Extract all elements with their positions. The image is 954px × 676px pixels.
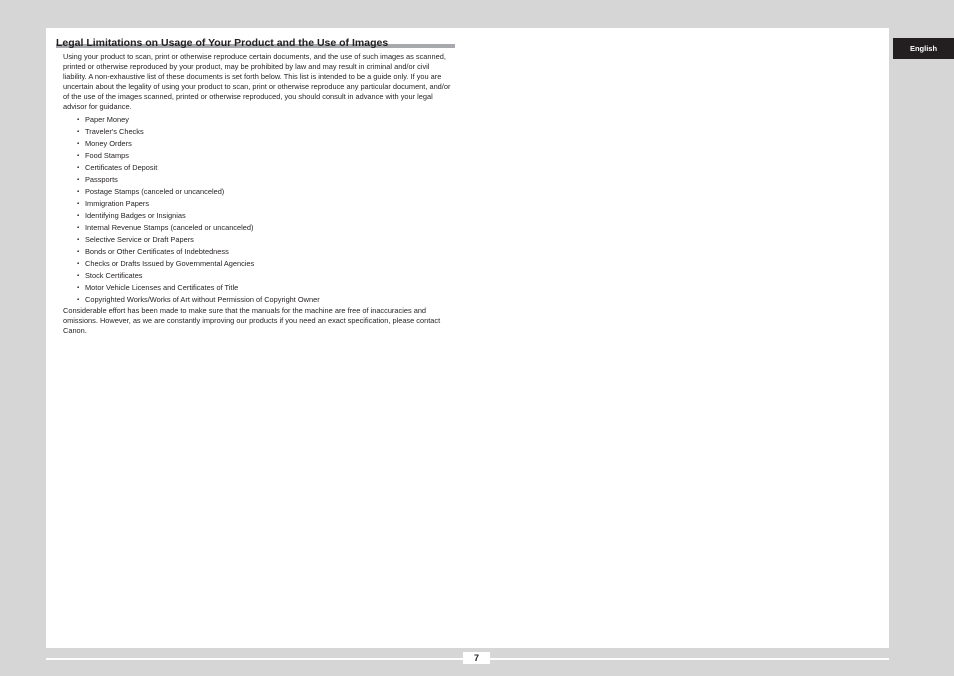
list-item-text: Traveler's Checks bbox=[85, 127, 144, 136]
list-item-text: Identifying Badges or Insignias bbox=[85, 211, 186, 220]
closing-paragraph: Considerable effort has been made to make sure that the manuals for the machine are free of inaccuracies and omissions. However, as we are constantly improving our products if you need an exact specification, please contact Canon. bbox=[63, 306, 441, 335]
list-item-text: Passports bbox=[85, 175, 118, 184]
list-item bbox=[77, 138, 455, 150]
list-item-text: Internal Revenue Stamps (canceled or uncanceled) bbox=[85, 223, 254, 232]
bullet-icon: ▪ bbox=[77, 285, 80, 291]
list-item-text: Certificates of Deposit bbox=[85, 163, 158, 172]
list-item-text: Motor Vehicle Licenses and Certificates of Title bbox=[85, 283, 239, 292]
list-item-text: Copyrighted Works/Works of Art without Permission of Copyright Owner bbox=[85, 295, 320, 304]
list-item-text: Postage Stamps (canceled or uncanceled) bbox=[85, 187, 225, 196]
list-item bbox=[77, 126, 455, 138]
bullet-icon: ▪ bbox=[77, 225, 80, 231]
list-item-text: Stock Certificates bbox=[85, 271, 143, 280]
bullet-icon: ▪ bbox=[77, 153, 80, 159]
list-item bbox=[77, 258, 455, 270]
list-item-text: Money Orders bbox=[85, 139, 132, 148]
bullet-icon: ▪ bbox=[77, 249, 80, 255]
section-heading: Legal Limitations on Usage of Your Product and the Use of Images bbox=[56, 37, 389, 49]
list-item-text: Immigration Papers bbox=[85, 199, 150, 208]
list-item bbox=[77, 270, 455, 282]
list-item bbox=[77, 282, 455, 294]
list-item bbox=[77, 114, 455, 126]
list-item-text: Selective Service or Draft Papers bbox=[85, 235, 194, 244]
list-item bbox=[77, 222, 455, 234]
section-body bbox=[63, 52, 455, 336]
bullet-icon: ▪ bbox=[77, 213, 80, 219]
bullet-icon: ▪ bbox=[77, 237, 80, 243]
restricted-documents-list bbox=[63, 114, 455, 306]
list-item-text: Paper Money bbox=[85, 115, 129, 124]
language-tab[interactable]: English bbox=[893, 38, 954, 59]
bullet-icon: ▪ bbox=[77, 273, 80, 279]
bullet-icon: ▪ bbox=[77, 165, 80, 171]
section-heading-block bbox=[56, 37, 455, 49]
bullet-icon: ▪ bbox=[77, 201, 80, 207]
page-number: 7 bbox=[463, 652, 490, 664]
list-item bbox=[77, 162, 455, 174]
list-item bbox=[77, 210, 455, 222]
list-item bbox=[77, 186, 455, 198]
list-item bbox=[77, 294, 455, 306]
list-item bbox=[77, 234, 455, 246]
bullet-icon: ▪ bbox=[77, 117, 80, 123]
bullet-icon: ▪ bbox=[77, 297, 80, 303]
list-item-text: Bonds or Other Certificates of Indebtedness bbox=[85, 247, 229, 256]
bullet-icon: ▪ bbox=[77, 129, 80, 135]
bullet-icon: ▪ bbox=[77, 189, 80, 195]
list-item bbox=[77, 246, 455, 258]
list-item bbox=[77, 174, 455, 186]
bullet-icon: ▪ bbox=[77, 141, 80, 147]
intro-paragraph: Using your product to scan, print or otherwise reproduce certain documents, and the use of such images as scanned, printed or otherwise reproduced by your product, may be prohibited by law and may result in criminal and/or civil liability. A non-exhaustive list of these documents is set forth below. This list is intended to be a guide only. If you are uncertain about the legality of using your product to scan, print or otherwise reproduce any particular document, and/or of the use of the images scanned, printed or otherwise reproduced, you should consult in advance with your legal advisor for guidance. bbox=[63, 52, 451, 111]
bullet-icon: ▪ bbox=[77, 261, 80, 267]
list-item-text: Food Stamps bbox=[85, 151, 129, 160]
list-item-text: Checks or Drafts Issued by Governmental Agencies bbox=[85, 259, 255, 268]
document-page bbox=[46, 28, 889, 648]
list-item bbox=[77, 198, 455, 210]
list-item bbox=[77, 150, 455, 162]
bullet-icon: ▪ bbox=[77, 177, 80, 183]
